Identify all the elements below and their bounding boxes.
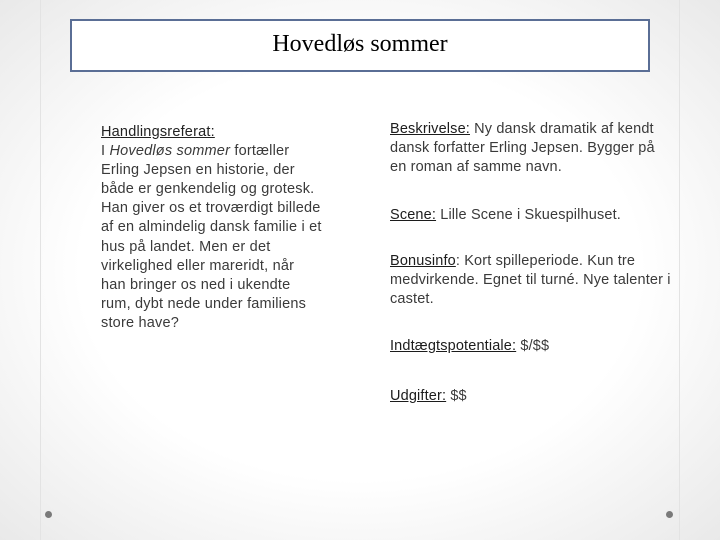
description-label: Beskrivelse: [390,121,470,137]
costs-text: $$ [446,388,467,404]
slide-title: Hovedløs sommer [272,31,448,57]
income-label: Indtægtspotentiale: [390,338,517,354]
bonus-text: : Kort spilleperiode. Kun tre medvirkende. Egnet til turné. Nye talenter i castet. [390,253,671,308]
income-item [390,337,549,356]
synopsis-prefix: I [101,143,110,160]
synopsis-text [101,142,323,333]
costs-item [390,387,467,406]
description-item [390,120,675,178]
scene-label: Scene: [390,207,437,223]
bonus-item [390,252,675,310]
costs-label: Udgifter: [390,388,447,404]
scene-text: Lille Scene i Skuespilhuset. [436,207,621,223]
synopsis-body: fortæller Erling Jepsen en historie, der både er genkendelig og grotesk. Han giver os et troværdigt billede af en almindelig dansk familie i et hus på landet. Men er det virkelighed eller mareridt, når han bringer os ned i ukendte rum, dybt nede under familiens store have? [101,143,322,331]
income-text: $/$$ [516,338,550,354]
synopsis-block [101,123,323,333]
bonus-label: Bonusinfo [390,253,456,269]
title-box [70,19,650,72]
bullet-dot-right [666,511,673,518]
synopsis-play-title: Hovedløs sommer [109,143,231,160]
synopsis-heading: Handlingsreferat: [101,124,215,140]
bullet-dot-left [45,511,52,518]
description-text: Ny dansk dramatik af kendt dansk forfatter Erling Jepsen. Bygger på en roman af samme navn. [390,121,655,176]
scene-item [390,206,621,225]
